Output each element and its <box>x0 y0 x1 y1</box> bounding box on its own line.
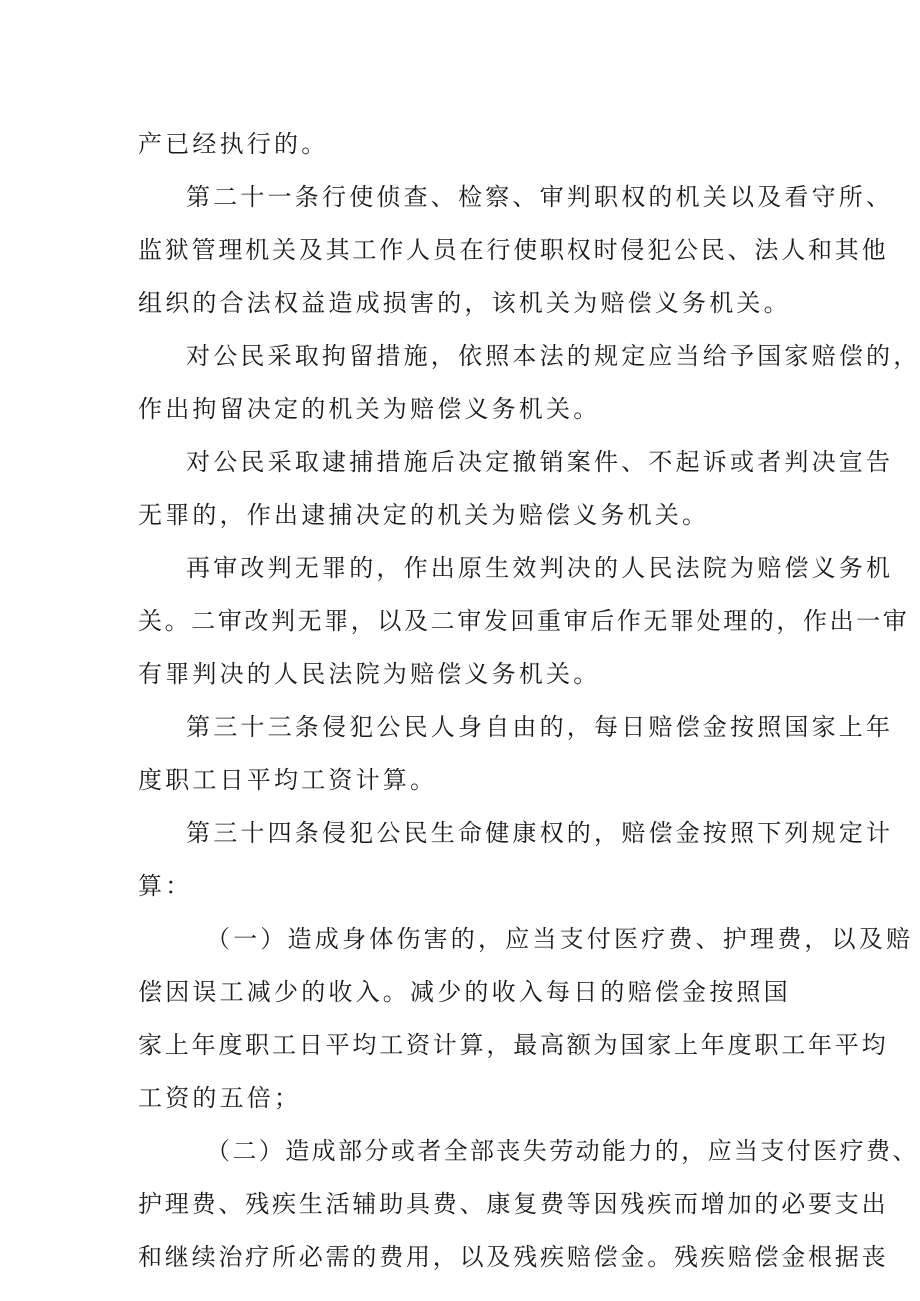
text-line: 护理费、残疾生活辅助具费、康复费等因残疾而增加的必要支出 <box>138 1190 889 1218</box>
article-33-heading-line: 第三十三条侵犯公民人身自由的，每日赔偿金按照国家上年 <box>186 713 894 741</box>
text-line: 无罪的，作出逮捕决定的机关为赔偿义务机关。 <box>138 501 710 529</box>
text-line: 度职工日平均工资计算。 <box>138 766 438 794</box>
text-line: 家上年度职工日平均工资计算，最高额为国家上年度职工年平均 <box>138 1031 889 1059</box>
text-line: 算： <box>138 872 193 900</box>
article-34-heading-line: 第三十四条侵犯公民生命健康权的，赔偿金按照下列规定计 <box>186 819 894 847</box>
item-1-line: （一）造成身体伤害的，应当支付医疗费、护理费，以及赔 <box>206 925 914 953</box>
article-21-heading-line: 第二十一条行使侦查、检察、审判职权的机关以及看守所、 <box>186 183 894 211</box>
text-line: 偿因误工减少的收入。减少的收入每日的赔偿金按照国 <box>138 978 791 1006</box>
paragraph-start-line: 再审改判无罪的，作出原生效判决的人民法院为赔偿义务机 <box>186 554 894 582</box>
text-line: 关。二审改判无罪，以及二审发回重审后作无罪处理的，作出一审 <box>138 607 910 635</box>
text-line: 产已经执行的。 <box>138 130 329 158</box>
paragraph-start-line: 对公民采取逮捕措施后决定撤销案件、不起诉或者判决宣告 <box>186 448 894 476</box>
text-line: 工资的五倍； <box>138 1084 302 1112</box>
text-line: 有罪判决的人民法院为赔偿义务机关。 <box>138 660 601 688</box>
item-2-line: （二）造成部分或者全部丧失劳动能力的，应当支付医疗费、 <box>206 1137 919 1165</box>
text-line: 监狱管理机关及其工作人员在行使职权时侵犯公民、法人和其他 <box>138 236 889 264</box>
text-line: 组织的合法权益造成损害的，该机关为赔偿义务机关。 <box>138 289 791 317</box>
text-line: 作出拘留决定的机关为赔偿义务机关。 <box>138 395 601 423</box>
paragraph-start-line: 对公民采取拘留措施，依照本法的规定应当给予国家赔偿的， <box>186 342 920 370</box>
text-line: 和继续治疗所必需的费用，以及残疾赔偿金。残疾赔偿金根据丧 <box>138 1243 889 1271</box>
